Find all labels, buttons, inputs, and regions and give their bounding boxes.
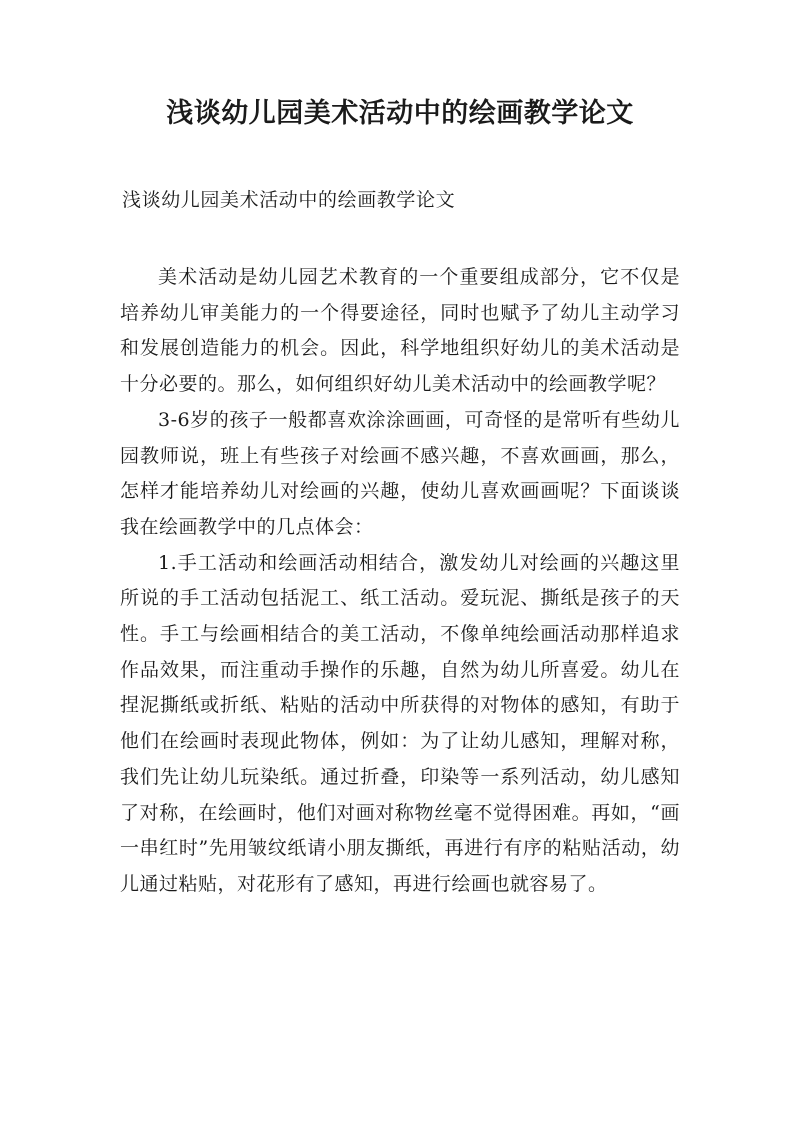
document-title: 浅谈幼儿园美术活动中的绘画教学论文	[166, 98, 634, 129]
body-paragraph-intro: 美术活动是幼儿园艺术教育的一个重要组成部分，它不仅是培养幼儿审美能力的一个得要途径，同时也赋予了幼儿主动学习和发展创造能力的机会。因此，科学地组织好幼儿的美术活动是十分必要的。那么，如何组织好幼儿美术活动中的绘画教学呢？	[120, 266, 680, 396]
document-subtitle: 浅谈幼儿园美术活动中的绘画教学论文	[122, 189, 456, 211]
document-body	[120, 260, 680, 903]
body-paragraph-point-1: 1.手工活动和绘画活动相结合，激发幼儿对绘画的兴趣这里所说的手工活动包括泥工、纸工活动。爱玩泥、撕纸是孩子的天性。手工与绘画相结合的美工活动，不像单纯绘画活动那样追求作品效果，而注重动手操作的乐趣，自然为幼儿所喜爱。幼儿在捏泥撕纸或折纸、粘贴的活动中所获得的对物体的感知，有助于他们在绘画时表现此物体，例如：为了让幼儿感知，理解对称，我们先让幼儿玩染纸。通过折叠，印染等一系列活动，幼儿感知了对称，在绘画时，他们对画对称物丝毫不觉得困难。再如，“画一串红时”先用皱纹纸请小朋友撕纸，再进行有序的粘贴活动，幼儿通过粘贴，对花形有了感知，再进行绘画也就容易了。	[120, 551, 680, 895]
body-paragraph-age: 3-6岁的孩子一般都喜欢涂涂画画，可奇怪的是常听有些幼儿园教师说，班上有些孩子对绘画不感兴趣，不喜欢画画，那么，怎样才能培养幼儿对绘画的兴趣，使幼儿喜欢画画呢？下面谈谈我在绘画教学中的几点体会：	[120, 408, 680, 538]
